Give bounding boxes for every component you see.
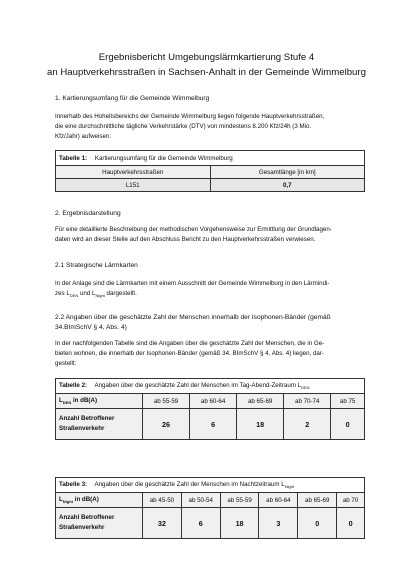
- table-2-caption: [56, 379, 365, 394]
- section-2-heading: 2. Ergebnisdarstellung: [55, 210, 121, 217]
- row-label-line: Straßenverkehr: [59, 524, 105, 531]
- section-2-paragraph: [55, 225, 365, 245]
- table-3-row-label: [56, 508, 143, 539]
- table-1-header-length: Gesamtlänge [in km]: [210, 166, 365, 179]
- table-3-column-header: ab 55-59: [220, 493, 259, 508]
- table-1-caption: [56, 151, 365, 166]
- table-3-column-header: ab 65-69: [298, 493, 337, 508]
- table-2-value: 6: [190, 409, 237, 440]
- paragraph-line: gestellt:: [55, 360, 77, 367]
- table-2-row-label: [56, 409, 143, 440]
- table-2-index-header: [56, 394, 143, 409]
- heading-line: 2.2 Angaben über die geschätzte Zahl der Menschen innerhalb der Isophonen-Bänder (gemäß: [55, 314, 331, 321]
- table-2: [55, 378, 365, 440]
- text-fragment: dargestellt.: [104, 290, 137, 297]
- paragraph-line: In der Anlage sind die Lärmkarten mit einem Ausschnitt der Gemeinde Wimmelburg in den Lärmindi-: [55, 280, 330, 287]
- table-2-column-header: ab 60-64: [190, 394, 237, 409]
- paragraph-line: [55, 289, 365, 301]
- table-3-column-header: ab 60-64: [259, 493, 298, 508]
- section-1-heading: 1. Kartierungsumfang für die Gemeinde Wimmelburg: [55, 95, 210, 102]
- paragraph-line: die eine durchschnittliche tägliche Verkehrstärke (DTV) von mindestens 8.200 Kfz/24h (3 Mio.: [55, 123, 312, 130]
- section-2-2-paragraph: [55, 339, 365, 369]
- paragraph-line: In der nachfolgenden Tabelle sind die Angaben über die geschätzte Zahl der Menschen, die in Ge-: [55, 340, 325, 347]
- table-2-value: 0: [331, 409, 365, 440]
- row-label-line: Anzahl Betroffener: [59, 514, 115, 521]
- document-title: [0, 50, 413, 80]
- table-2-column-header: ab 70-74: [284, 394, 331, 409]
- table-3: [55, 477, 365, 539]
- table-3-caption: [56, 478, 365, 493]
- table-2-value: 2: [284, 409, 331, 440]
- subscript: Night: [62, 499, 73, 505]
- subscript: DEN: [69, 293, 79, 299]
- paragraph-line: Für eine detaillierte Beschreibung der methodischen Vorgehensweise zur Ermittlung der Grundlagen-: [55, 226, 332, 233]
- subscript: DEN: [62, 400, 72, 406]
- title-line-2: an Hauptverkehrsstraßen in Sachsen-Anhalt in der Gemeinde Wimmelburg: [47, 67, 366, 78]
- section-2-1-paragraph: [55, 279, 365, 301]
- title-line-1: Ergebnisbericht Umgebungslärmkartierung Stufe 4: [98, 52, 315, 63]
- section-2-2-heading: [55, 313, 365, 333]
- row-label-line: Straßenverkehr: [59, 425, 105, 432]
- table-3-index-header: [56, 493, 143, 508]
- table-3-column-header: ab 50-54: [181, 493, 220, 508]
- row-label-line: Anzahl Betroffener: [59, 415, 115, 422]
- heading-line: 34.BImSchV § 4, Abs. 4): [55, 324, 127, 331]
- paragraph-line: daten wird an dieser Stelle auf den Abschluss Bericht zu den Hauptverkehrsstraßen verwiesen.: [55, 236, 316, 243]
- table-3-label: Tabelle 3:: [59, 480, 88, 488]
- text-fragment: zes L: [55, 290, 70, 297]
- text-fragment: in dB(A): [71, 396, 98, 404]
- paragraph-line: Kfz/Jahr) aufweisen:: [55, 133, 112, 140]
- subscript: Night: [284, 484, 295, 490]
- table-3-value: 0: [337, 508, 365, 539]
- table-1-header-roads: Hauptverkehrsstraßen: [56, 166, 211, 179]
- table-3-value: 18: [220, 508, 259, 539]
- table-3-column-header: ab 45-50: [143, 493, 182, 508]
- table-2-caption-text: Angaben über die geschätzte Zahl der Menschen im Tag-Abend-Zeitraum L: [94, 381, 302, 389]
- table-3-value: 6: [181, 508, 220, 539]
- text-fragment: L: [59, 396, 63, 404]
- table-3-value: 0: [298, 508, 337, 539]
- table-2-value: 26: [143, 409, 190, 440]
- table-1-cell-length: 0,7: [210, 179, 365, 192]
- table-2-column-header: ab 65-69: [237, 394, 284, 409]
- subscript: Night: [95, 293, 105, 299]
- paragraph-line: Innerhalb des Hoheitsbereichs der Gemeinde Wimmelburg liegen folgende Hauptverkehrsstraßen,: [55, 113, 325, 120]
- table-3-value: 3: [259, 508, 298, 539]
- table-1-label: Tabelle 1:: [59, 154, 88, 162]
- text-fragment: und L: [78, 290, 96, 297]
- table-3-caption-text: Angaben über die geschätzte Zahl der Menschen im Nachtzeitraum L: [94, 480, 285, 488]
- table-2-column-header: ab 55-59: [143, 394, 190, 409]
- text-fragment: L: [59, 495, 63, 503]
- table-2-column-header: ab 75: [331, 394, 365, 409]
- table-1: [55, 150, 365, 192]
- table-3-value: 32: [143, 508, 182, 539]
- table-3-column-header: ab 70: [337, 493, 365, 508]
- subscript: DEN: [301, 385, 310, 391]
- text-fragment: in dB(A): [73, 495, 99, 503]
- table-2-label: Tabelle 2:: [59, 381, 88, 389]
- section-1-paragraph: [55, 112, 365, 142]
- table-1-cell-road: L151: [56, 179, 211, 192]
- table-1-caption-text: Kartierungsumfang für die Gemeinde Wimmelburg: [94, 154, 233, 162]
- section-2-1-heading: 2.1 Strategische Lärmkarten: [55, 262, 138, 269]
- paragraph-line: bieten wohnen, die innerhalb der Isophonen-Bänder (gemäß 34. BImSchV § 4, Abs. 4) liegen, dar-: [55, 350, 324, 357]
- table-2-value: 18: [237, 409, 284, 440]
